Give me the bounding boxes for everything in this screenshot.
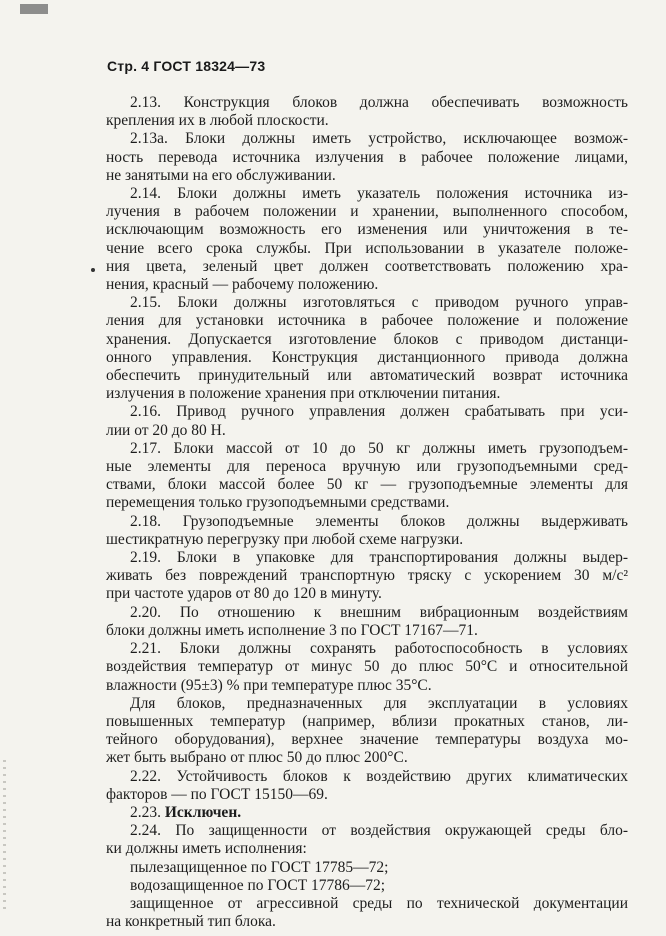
text-line-content: на конкретный тип блока. [106,913,276,931]
text-line [106,695,628,713]
text-line [106,658,628,676]
text-line [106,786,628,804]
text-line-content: перемещения только грузоподъемными средствами. [106,494,450,512]
text-line [106,422,628,440]
text-line [106,749,628,767]
text-line [106,804,628,822]
text-line-content: Для блоков, предназначенных для эксплуатации в условиях [130,694,628,712]
scan-edge-noise [3,760,6,910]
text-line [106,203,628,221]
text-line-content: 2.16. Привод ручного управления должен срабатывать при уси- [130,403,628,421]
text-line-content: онного управления. Конструкция дистанционного привода должна [106,348,628,366]
text-line-content: 2.24. По защищенности от воздействия окружающей среды бло- [130,822,628,840]
text-line-content: крепления их в любой плоскости. [106,112,329,130]
text-line [106,822,628,840]
text-line [106,585,628,603]
text-line [106,877,628,895]
text-line [106,713,628,731]
margin-dot [91,268,95,272]
text-line [106,130,628,148]
text-line-content: нения, красный — рабочему положению. [106,276,379,294]
text-line-content: блоки должны иметь исполнение 3 по ГОСТ 17167—71. [106,621,478,639]
text-line-content: шестикратную перегрузку при любой схеме нагрузки. [106,530,464,548]
text-line-content: 2.21. Блоки должны сохранять работоспособность в условиях [130,640,628,658]
text-line [106,94,628,112]
text-line-content: воздействия температур от минус 50 до плюс 50°С и относительной [106,658,628,676]
text-line-content: тейного оборудования), верхнее значение температуры воздуха мо- [106,731,628,749]
text-line-content: лии от 20 до 80 Н. [106,421,226,439]
text-line [106,476,628,494]
text-line [106,185,628,203]
text-line [106,349,628,367]
text-line-content: при частоте ударов от 80 до 120 в минуту. [106,585,382,603]
text-line [106,604,628,622]
text-line-content: влажности (95±3) % при температуре плюс 35°С. [106,676,432,694]
text-line [106,294,628,312]
text-line-content: водозащищенное по ГОСТ 17786—72; [130,876,386,894]
text-line [106,221,628,239]
text-line [106,731,628,749]
text-line [106,531,628,549]
text-line-content: ность перевода источника излучения в рабочее положение лицами, [106,148,628,166]
text-line-content: ки должны иметь исполнения: [106,840,307,858]
text-line [106,549,628,567]
text-line [106,440,628,458]
text-line-content: живать без повреждений транспортную тряску с ускорением 30 м/с² [106,567,628,585]
text-line [106,859,628,877]
text-line-content: 2.13а. Блоки должны иметь устройство, исключающее возмож- [130,130,628,148]
text-line-content: жет быть выбрано от плюс 50 до плюс 200°С. [106,749,408,767]
page-header: Стр. 4 ГОСТ 18324—73 [107,58,266,74]
text-line-content: 2.19. Блоки в упаковке для транспортирования должны выдер- [130,549,628,567]
text-line-content: защищенное от агрессивной среды по технической документации [130,894,628,912]
text-line [106,513,628,531]
text-line-content: факторов — по ГОСТ 15150—69. [106,785,328,803]
text-line-content: 2.23. [130,803,161,821]
text-line [106,112,628,130]
text-line-content: 2.13. Конструкция блоков должна обеспечивать возможность [130,94,628,111]
text-line [106,403,628,421]
text-line-content: 2.22. Устойчивость блоков к воздействию других климатических [130,767,628,785]
text-line [106,895,628,913]
text-line-content: ствами, блоки массой более 50 кг — грузоподъемные элементы для [106,476,628,494]
text-line-content: 2.15. Блоки должны изготовляться с приводом ручного управ- [130,294,628,312]
text-line [106,913,628,931]
text-line [106,331,628,349]
text-line [106,640,628,658]
text-line-content: хранения. Допускается изготовление блоков с приводом дистанци- [106,330,628,348]
text-line [106,385,628,403]
text-line-bold: Исключен. [164,803,242,821]
text-line-content: обеспечить принудительный или автоматический возврат источника [106,367,628,385]
text-line-content: чение всего срока службы. При использовании в указателе положе- [106,239,628,257]
text-line [106,167,628,185]
text-line [106,840,628,858]
text-line-content: лучения в рабочем положении и хранении, выполненного способом, [106,203,628,221]
text-line-content: исключающим возможность его изменения или уничтожения в те- [106,221,628,239]
text-line [106,149,628,167]
text-line [106,312,628,330]
text-line [106,677,628,695]
text-line [106,768,628,786]
text-line-content: повышенных температур (например, вблизи прокатных станов, ли- [106,712,628,730]
text-line [106,276,628,294]
text-line [106,240,628,258]
text-line-content: 2.14. Блоки должны иметь указатель положения источника из- [130,185,628,203]
document-body [106,94,628,931]
text-line-content: пылезащищенное по ГОСТ 17785—72; [130,858,389,876]
text-line-content: ные элементы для переноса вручную или грузоподъемными сред- [106,458,628,476]
text-line [106,494,628,512]
text-line-content: излучения в положение хранения при отключении питания. [106,385,501,403]
text-line-content: 2.17. Блоки массой от 10 до 50 кг должны иметь грузоподъем- [130,439,628,457]
text-line-content: ления для установки источника в рабочее положение и положение [106,312,628,330]
text-line [106,567,628,585]
text-line-content: ния цвета, зеленый цвет должен соответствовать положению хра- [106,257,628,275]
text-line-content: не занятыми на его обслуживании. [106,166,336,184]
text-line [106,258,628,276]
text-line-content: 2.18. Грузоподъемные элементы блоков должны выдерживать [130,512,628,530]
text-line [106,622,628,640]
text-line [106,367,628,385]
text-line [106,458,628,476]
text-line-content: 2.20. По отношению к внешним вибрационным воздействиям [130,603,628,621]
scan-artifact [20,4,48,14]
